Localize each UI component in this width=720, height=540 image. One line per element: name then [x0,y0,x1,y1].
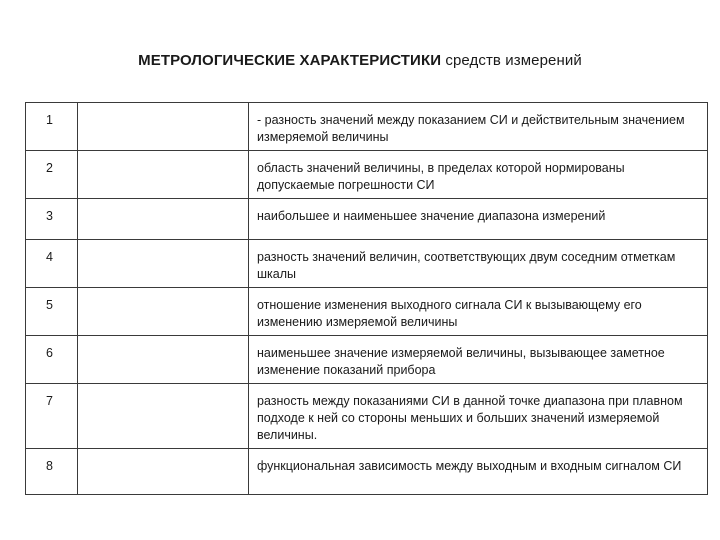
row-description: разность значений величин, соответствующих двум соседним отметкам шкалы [249,240,708,288]
row-description: - разность значений между показанием СИ и действительным значением измеряемой величины [249,103,708,151]
row-number: 6 [26,336,78,384]
table-row [26,384,708,449]
table-row [26,103,708,151]
row-number: 8 [26,449,78,495]
row-number: 3 [26,199,78,240]
row-description: область значений величины, в пределах которой нормированы допускаемые погрешности СИ [249,151,708,199]
answer-cell [78,449,249,495]
row-number: 4 [26,240,78,288]
row-number: 1 [26,103,78,151]
answer-cell [78,151,249,199]
characteristics-table [25,102,708,495]
row-number: 5 [26,288,78,336]
row-description: наименьшее значение измеряемой величины, вызывающее заметное изменение показаний прибора [249,336,708,384]
table-row [26,151,708,199]
table-row [26,288,708,336]
answer-cell [78,336,249,384]
table-row [26,336,708,384]
answer-cell [78,199,249,240]
title-rest: средств измерений [445,52,582,69]
row-description: отношение изменения выходного сигнала СИ к вызывающему его изменению измеряемой величины [249,288,708,336]
table-row [26,199,708,240]
answer-cell [78,384,249,449]
answer-cell [78,103,249,151]
row-number: 7 [26,384,78,449]
answer-cell [78,240,249,288]
row-description: разность между показаниями СИ в данной точке диапазона при плавном подходе к ней со стороны меньших и больших значений измеряемой величины. [249,384,708,449]
table-row [26,240,708,288]
table-row [26,449,708,495]
answer-cell [78,288,249,336]
row-number: 2 [26,151,78,199]
page-title [0,52,720,69]
row-description: функциональная зависимость между выходным и входным сигналом СИ [249,449,708,495]
row-description: наибольшее и наименьшее значение диапазона измерений [249,199,708,240]
title-caps: МЕТРОЛОГИЧЕСКИЕ ХАРАКТЕРИСТИКИ [138,52,442,69]
